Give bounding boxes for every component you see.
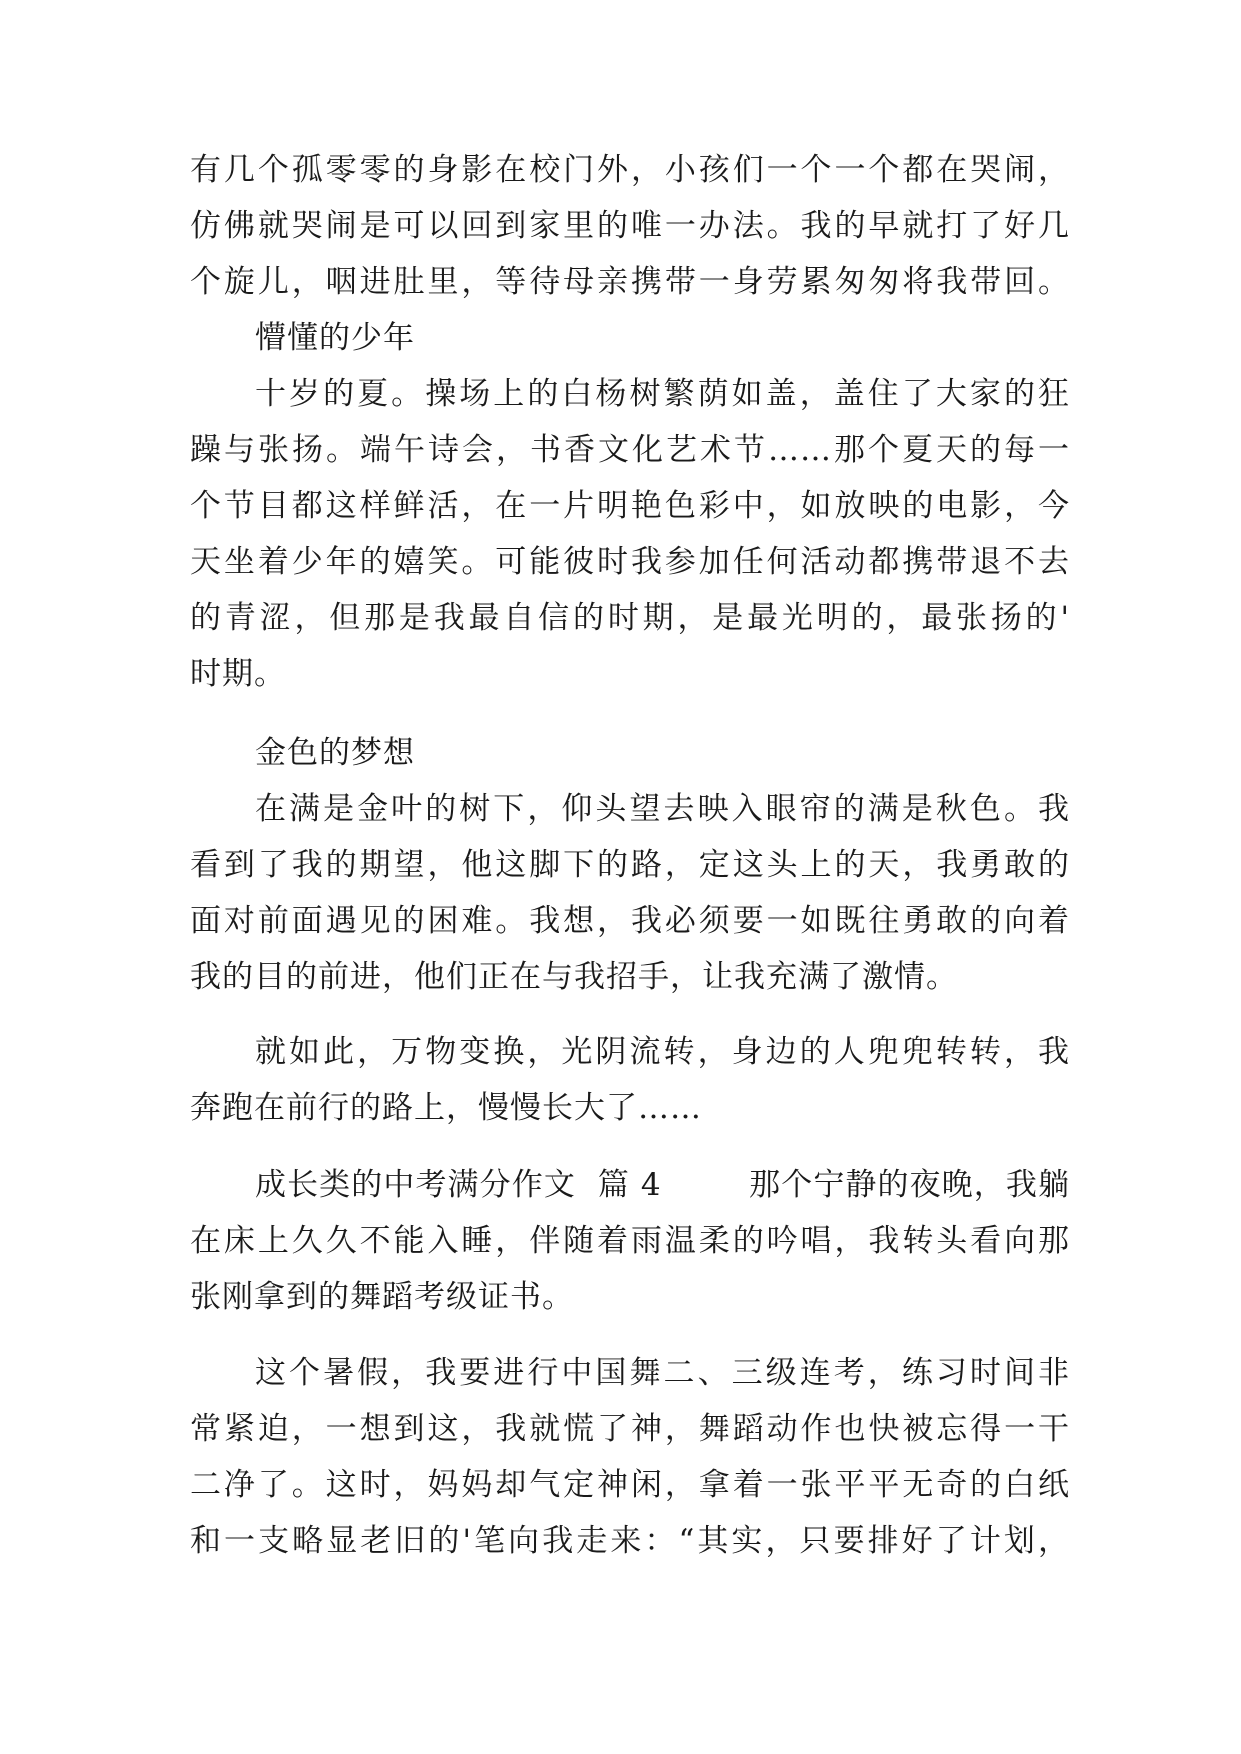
- text-line: 个节目都这样鲜活，在一片明艳色彩中，如放映的电影，今: [190, 488, 1070, 524]
- text-line: 我的目的前进，他们正在与我招手，让我充满了激情。: [190, 959, 958, 995]
- text-line: 在床上久久不能入睡，伴随着雨温柔的吟唱，我转头看向那: [190, 1223, 1070, 1259]
- text-line: 十岁的夏。操场上的白杨树繁荫如盖，盖住了大家的狂: [255, 376, 1070, 412]
- text-line: 个旋儿，咽进肚里，等待母亲携带一身劳累匆匆将我带回。: [190, 264, 1070, 300]
- section-heading: 懵懂的少年: [255, 320, 415, 356]
- text-line: 天坐着少年的嬉笑。可能彼时我参加任何活动都携带退不去: [190, 544, 1070, 580]
- text-line: 时期。: [190, 656, 286, 692]
- section-heading: 金色的梦想: [255, 735, 415, 771]
- text-line: 躁与张扬。端午诗会，书香文化艺术节……那个夏天的每一: [190, 432, 1070, 468]
- text-line: 常紧迫，一想到这，我就慌了神，舞蹈动作也快被忘得一干: [190, 1411, 1070, 1447]
- text-line: 张刚拿到的舞蹈考级证书。: [190, 1279, 574, 1315]
- text-line: 面对前面遇见的困难。我想，我必须要一如既往勇敢的向着: [190, 903, 1070, 939]
- text-line: 和一支略显老旧的'笔向我走来：“其实，只要排好了计划，: [190, 1523, 1070, 1559]
- text-line: 的青涩，但那是我最自信的时期，是最光明的，最张扬的': [190, 600, 1070, 636]
- text-line: 二净了。这时，妈妈却气定神闲，拿着一张平平无奇的白纸: [190, 1467, 1070, 1503]
- text-line: 在满是金叶的树下，仰头望去映入眼帘的满是秋色。我: [255, 791, 1070, 827]
- text-line: 仿佛就哭闹是可以回到家里的唯一办法。我的早就打了好几: [190, 208, 1070, 244]
- text-line: 看到了我的期望，他这脚下的路，定这头上的天，我勇敢的: [190, 847, 1070, 883]
- section-heading: 成长类的中考满分作文 篇 4 那个宁静的夜晚，我躺: [255, 1167, 1070, 1203]
- text-line: 奔跑在前行的路上，慢慢长大了……: [190, 1090, 702, 1126]
- text-line: 有几个孤零零的身影在校门外，小孩们一个一个都在哭闹，: [190, 152, 1070, 188]
- text-line: 这个暑假，我要进行中国舞二、三级连考，练习时间非: [255, 1355, 1070, 1391]
- text-line: 就如此，万物变换，光阴流转，身边的人兜兜转转，我: [255, 1034, 1070, 1070]
